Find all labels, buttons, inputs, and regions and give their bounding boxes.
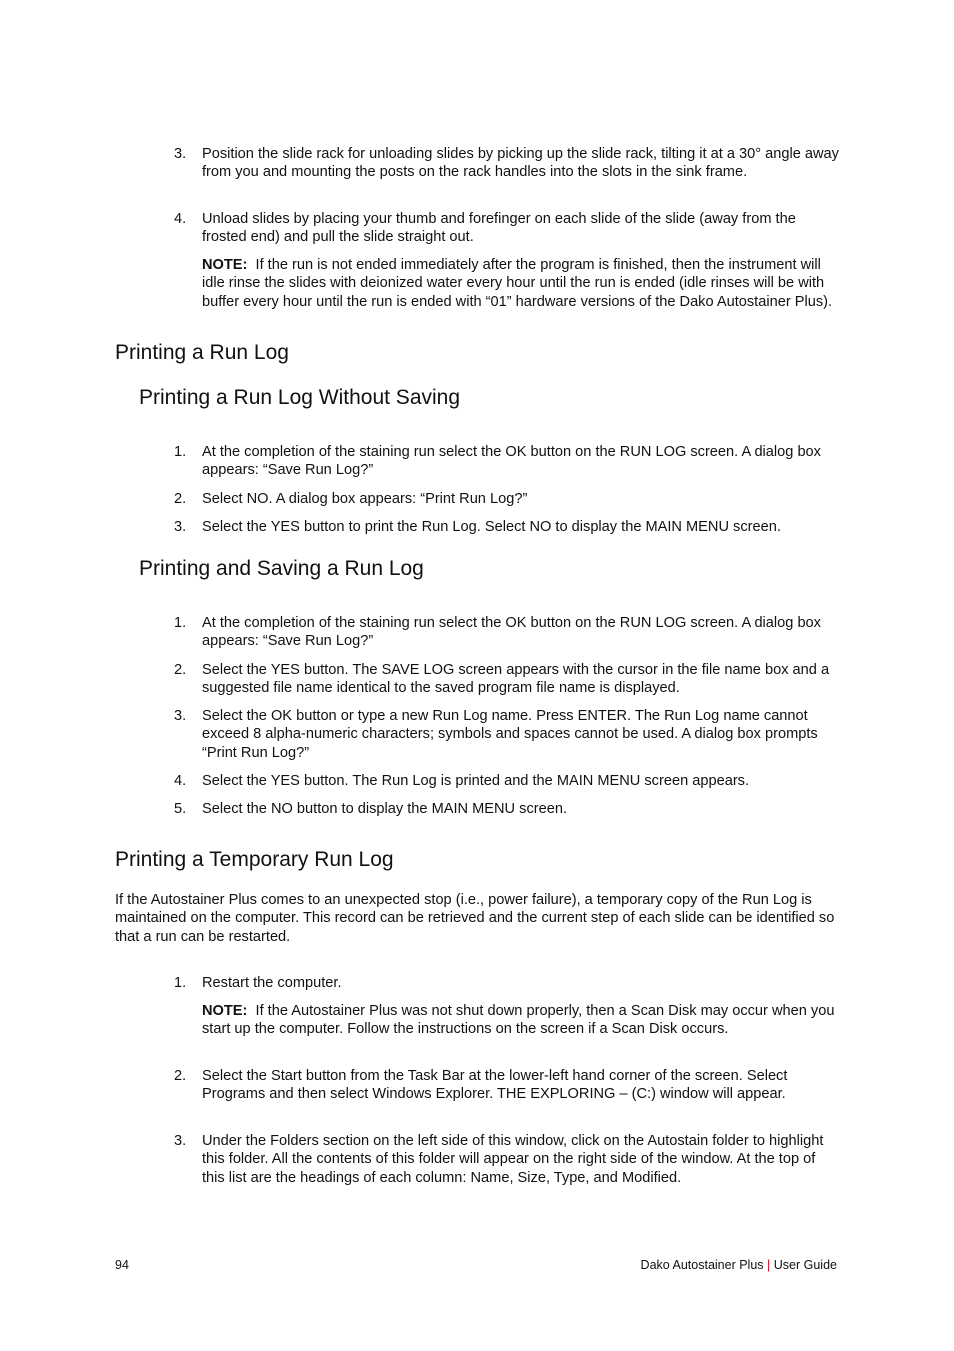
footer-product: Dako Autostainer Plus: [640, 1258, 764, 1272]
list-text: Select NO. A dialog box appears: “Print Run Log?”: [202, 491, 528, 507]
footer-separator: |: [767, 1258, 771, 1272]
list-text: Select the YES button. The SAVE LOG screen appears with the cursor in the file name box and a suggested file name identical to the saved program file name is displayed.: [202, 662, 830, 697]
list-text: Select the Start button from the Task Bar at the lower-left hand corner of the screen. Select Programs and then select Windows Explorer. THE EXPLORING – (C:) window will appear.: [202, 1068, 788, 1103]
section-heading: Printing a Run Log: [115, 341, 289, 364]
list-number: 1.: [174, 444, 187, 460]
note: [202, 256, 842, 311]
intro-paragraph: If the Autostainer Plus comes to an unexpected stop (i.e., power failure), a temporary copy of the Run Log is maintained on the computer. This record can be retrieved and the current step of each slide can be identified so that a run can be restarted.: [115, 892, 835, 945]
list-text: Restart the computer.: [202, 975, 342, 991]
list-text: Unload slides by placing your thumb and forefinger on each slide of the slide (away from the frosted end) and pull the slide straight out.: [202, 211, 796, 246]
note: [202, 1002, 842, 1039]
subsection-heading: Printing a Run Log Without Saving: [139, 386, 461, 409]
list-number: 2.: [174, 662, 187, 678]
list-number: 3.: [174, 708, 187, 724]
list-text: Under the Folders section on the left side of this window, click on the Autostain folder to highlight this folder. All the contents of this folder will appear on the right side of the window. At the top of this list are the headings of each column: Name, Size, Type, and Modified.: [202, 1133, 824, 1186]
list-number: 4.: [174, 773, 187, 789]
list-text: Select the YES button to print the Run Log. Select NO to display the MAIN MENU screen.: [202, 519, 781, 535]
list-text: Position the slide rack for unloading slides by picking up the slide rack, tilting it at a 30° angle away from you and mounting the posts on the rack handles into the slots in the sink frame.: [202, 146, 839, 181]
note-label: NOTE:: [202, 1003, 248, 1019]
list-number: 3.: [174, 519, 187, 535]
list-text: Select the OK button or type a new Run Log name. Press ENTER. The Run Log name cannot exceed 8 alpha-numeric characters; symbols and spaces cannot be used. A dialog box prompts “Print Run Log?”: [202, 708, 818, 761]
page-number: 94: [115, 1258, 129, 1272]
footer-doc: User Guide: [773, 1258, 837, 1272]
list-number: 5.: [174, 801, 187, 817]
list-number: 4.: [174, 211, 187, 227]
note-label: NOTE:: [202, 257, 248, 273]
section-heading: Printing a Temporary Run Log: [115, 848, 394, 871]
list-number: 2.: [174, 491, 187, 507]
footer-title: [641, 1258, 837, 1273]
subsection-heading: Printing and Saving a Run Log: [139, 557, 424, 580]
list-number: 3.: [174, 1133, 187, 1149]
list-number: 2.: [174, 1068, 187, 1084]
list-text: At the completion of the staining run select the OK button on the RUN LOG screen. A dialog box appears: “Save Run Log?”: [202, 444, 821, 479]
list-text: Select the YES button. The Run Log is printed and the MAIN MENU screen appears.: [202, 773, 750, 789]
note-text: If the run is not ended immediately after the program is finished, then the instrument will idle rinse the slides with deionized water every hour until the run is ended (idle rinses will be with buffer every hour until the run is ended with “01” hardware versions of the Dako Autostainer Plus).: [202, 257, 833, 310]
list-text: At the completion of the staining run select the OK button on the RUN LOG screen. A dialog box appears: “Save Run Log?”: [202, 615, 821, 650]
list-number: 1.: [174, 615, 187, 631]
note-text: If the Autostainer Plus was not shut down properly, then a Scan Disk may occur when you start up the computer. Follow the instructions on the screen if a Scan Disk occurs.: [202, 1003, 835, 1038]
list-number: 1.: [174, 975, 187, 991]
list-text: Select the NO button to display the MAIN MENU screen.: [202, 801, 568, 817]
list-number: 3.: [174, 146, 187, 162]
